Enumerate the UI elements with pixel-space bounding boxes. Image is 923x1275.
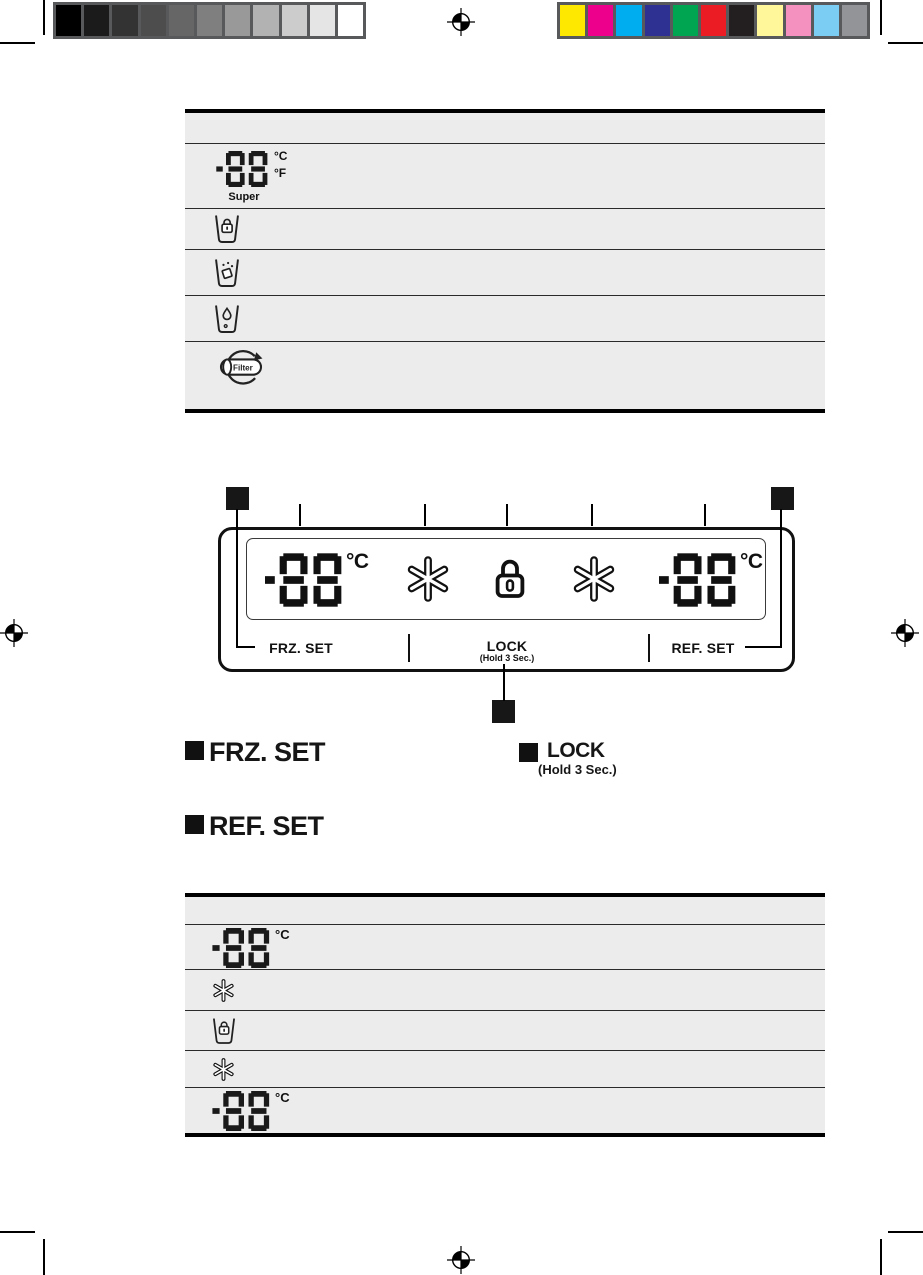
calibration-swatch [673,5,698,36]
calibration-swatch [141,5,166,36]
label-divider [648,634,650,662]
dispenser-lock-icon [212,1016,236,1046]
water-filter-icon [214,348,268,388]
super-label: Super [228,191,260,203]
table-header-row [185,897,825,924]
snowflake-icon [571,556,617,602]
calibration-swatch [225,5,250,36]
crop-mark [880,1239,882,1275]
crop-mark [888,42,923,44]
ref-set-heading: REF. SET [209,811,324,841]
lock-button-label: LOCK (Hold 3 Sec.) [479,638,535,663]
color-calibration-bar [557,2,870,39]
table-header-row [185,113,825,143]
callout-line [745,646,782,648]
snowflake-icon [405,556,451,602]
calibration-swatch [729,5,754,36]
dispenser-lock-icon [214,213,240,245]
calibration-swatch [616,5,641,36]
crop-mark [880,0,882,35]
table-row [185,969,825,1010]
table-row [185,924,825,969]
registration-mark-icon [447,8,475,36]
callout-line [503,664,505,701]
celsius-unit: °C [274,149,288,163]
celsius-unit: °C [740,550,763,573]
calibration-swatch [56,5,81,36]
snowflake-icon [212,1058,235,1081]
snowflake-icon [212,979,235,1002]
table-row [185,143,825,208]
calibration-swatch [197,5,222,36]
panel-icons-table [185,893,825,1137]
leader-line [506,504,508,526]
leader-line [704,504,706,526]
table-row [185,295,825,341]
label-divider [408,634,410,662]
leader-line [424,504,426,526]
seven-segment-display [212,1091,270,1131]
calibration-swatch [814,5,839,36]
calibration-swatch [169,5,194,36]
control-panel-diagram [218,527,795,672]
celsius-unit: °C [275,927,290,942]
callout-line [780,509,782,648]
callout-marker [492,700,515,723]
leader-line [591,504,593,526]
table-row [185,208,825,249]
calibration-swatch [786,5,811,36]
grayscale-calibration-bar [53,2,366,39]
display-icons-table [185,109,825,413]
callout-marker [771,487,794,510]
lock-heading-sub: (Hold 3 Sec.) [538,762,617,777]
crop-mark [888,1231,923,1233]
section-bullet [519,743,538,762]
celsius-unit: °C [346,550,369,573]
table-row [185,249,825,295]
calibration-swatch [645,5,670,36]
table-row [185,1010,825,1050]
seven-segment-display [212,928,270,968]
callout-line [236,509,238,648]
lock-heading: LOCK [547,739,605,762]
fahrenheit-unit: °F [274,166,287,180]
registration-mark-icon [447,1246,475,1274]
calibration-swatch [757,5,782,36]
table-row [185,341,825,409]
calibration-swatch [560,5,585,36]
calibration-swatch [84,5,109,36]
calibration-swatch [701,5,726,36]
dispenser-ice-icon [214,257,240,289]
crop-mark [0,42,35,44]
seven-segment-display [216,151,268,187]
celsius-unit: °C [275,1090,290,1105]
frz-set-button-label: FRZ. SET [269,640,333,656]
calibration-swatch [112,5,137,36]
filter-label: Filter [233,363,253,373]
crop-mark [43,1239,45,1275]
table-row [185,1087,825,1133]
leader-line [299,504,301,526]
ref-set-button-label: REF. SET [671,640,735,656]
callout-marker [226,487,249,510]
freezer-temp-display [265,553,342,607]
callout-line [236,646,255,648]
frz-set-heading: FRZ. SET [209,737,325,767]
lock-icon [494,556,526,600]
table-row [185,1050,825,1087]
registration-mark-icon [891,619,919,647]
calibration-swatch [588,5,613,36]
fridge-temp-display [659,553,736,607]
registration-mark-icon [0,619,28,647]
calibration-swatch [253,5,278,36]
section-bullet [185,815,204,834]
calibration-swatch [310,5,335,36]
crop-mark [43,0,45,35]
dispenser-water-icon [214,303,240,335]
section-bullet [185,741,204,760]
calibration-swatch [842,5,867,36]
calibration-swatch [282,5,307,36]
crop-mark [0,1231,35,1233]
calibration-swatch [338,5,363,36]
